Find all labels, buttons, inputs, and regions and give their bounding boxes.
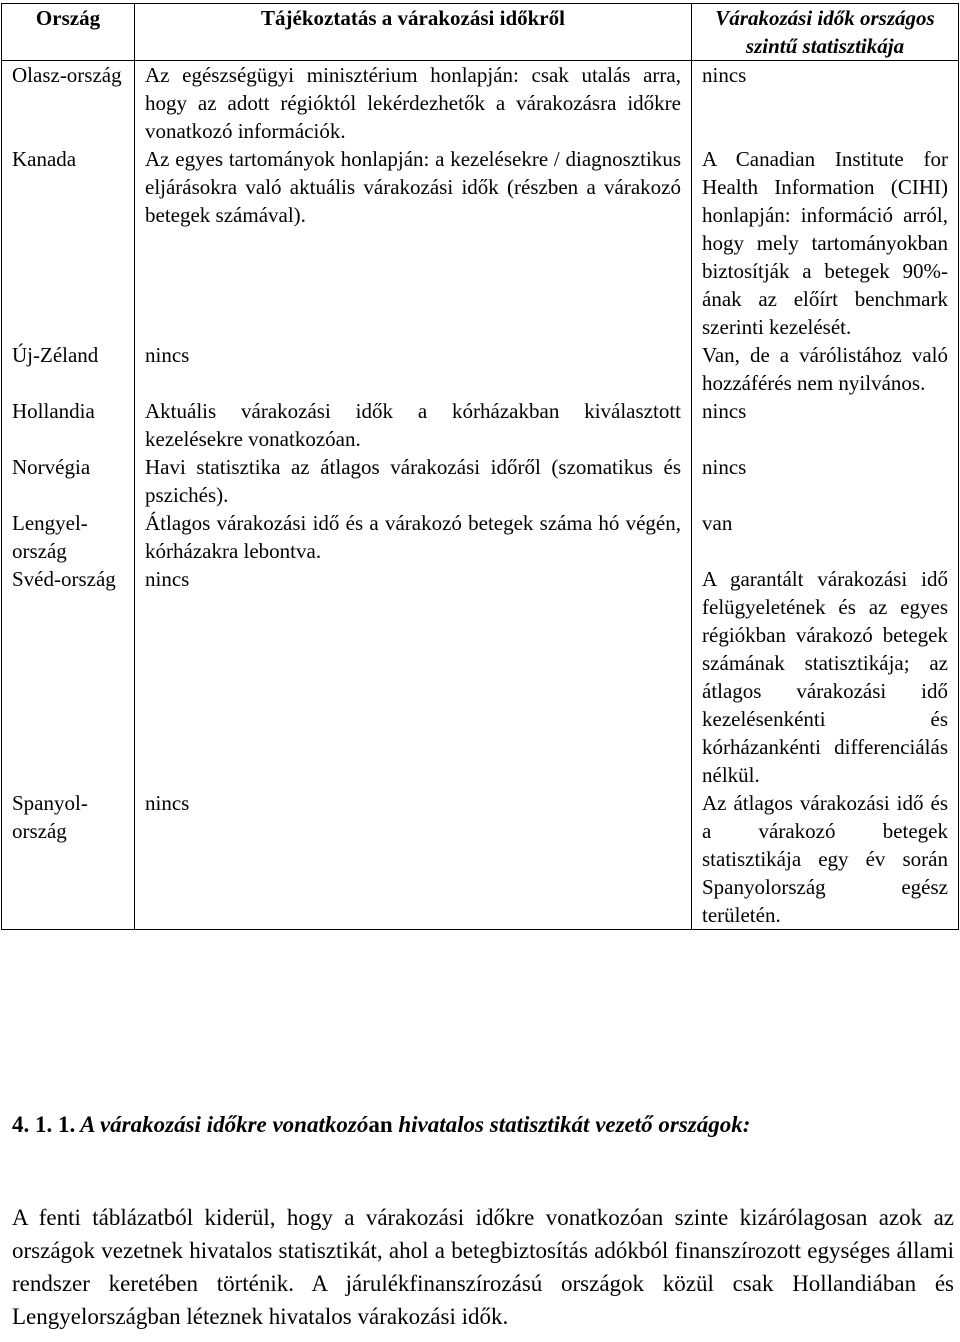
info-cell: Az egyes tartományok honlapján: a kezelésekre / diagnosztikus eljárásokra való aktuális várakozási idők (részben a várakozó betegek számával). (135, 145, 692, 341)
stats-cell: A Canadian Institute for Health Information (CIHI) honlapján: információ arról, hogy mely tartományokban biztosítják a betegek 90%-ának az előírt benchmark szerinti kezelését. (692, 145, 959, 341)
stats-cell: nincs (692, 61, 959, 146)
info-cell: Az egészségügyi minisztérium honlapján: csak utalás arra, hogy az adott régióktól lekérdezhetők a várakozásra időkre vonatkozó információk. (135, 61, 692, 146)
waiting-times-table (1, 3, 959, 930)
table-row (2, 509, 959, 565)
table-row (2, 453, 959, 509)
info-cell: nincs (135, 341, 692, 397)
info-cell: Aktuális várakozási idők a kórházakban kiválasztott kezelésekre vonatkozóan. (135, 397, 692, 453)
country-cell: Svéd-ország (2, 565, 135, 789)
table-row (2, 341, 959, 397)
info-cell: nincs (135, 565, 692, 789)
section-heading (12, 1109, 952, 1141)
header-stats: Várakozási idők országos szintű statisztikája (692, 4, 959, 61)
country-cell: Hollandia (2, 397, 135, 453)
table-row (2, 565, 959, 789)
section-title-part2: an (368, 1112, 393, 1137)
table-row (2, 145, 959, 341)
info-cell: nincs (135, 789, 692, 930)
section-number: 4. 1. 1. (12, 1112, 76, 1137)
country-cell: Kanada (2, 145, 135, 341)
section-title-part1: A várakozási időkre vonatkozó (80, 1112, 369, 1137)
stats-cell: nincs (692, 453, 959, 509)
header-country: Ország (2, 4, 135, 61)
table-row (2, 789, 959, 930)
info-cell: Havi statisztika az átlagos várakozási időről (szomatikus és pszichés). (135, 453, 692, 509)
country-cell: Új-Zéland (2, 341, 135, 397)
info-cell: Átlagos várakozási idő és a várakozó betegek száma hó végén, kórházakra lebontva. (135, 509, 692, 565)
table-header-row (2, 4, 959, 61)
stats-cell: Az átlagos várakozási idő és a várakozó betegek statisztikája egy év során Spanyolország egész területén. (692, 789, 959, 930)
table-row (2, 397, 959, 453)
country-cell: Olasz-ország (2, 61, 135, 146)
country-cell: Lengyel-ország (2, 509, 135, 565)
table-row (2, 61, 959, 146)
header-info: Tájékoztatás a várakozási időkről (135, 4, 692, 61)
stats-cell: A garantált várakozási idő felügyeletének és az egyes régiókban várakozó betegek számának statisztikája; az átlagos várakozási idő kezelésenkénti és kórházankénti differenciálás nélkül. (692, 565, 959, 789)
stats-cell: van (692, 509, 959, 565)
stats-cell: nincs (692, 397, 959, 453)
section-title-part3: hivatalos statisztikát vezető országok: (398, 1112, 751, 1137)
country-cell: Spanyol-ország (2, 789, 135, 930)
country-cell: Norvégia (2, 453, 135, 509)
stats-cell: Van, de a várólistához való hozzáférés nem nyilvános. (692, 341, 959, 397)
body-paragraph: A fenti táblázatból kiderül, hogy a várakozási időkre vonatkozóan szinte kizárólagosan azok az országok vezetnek hivatalos statisztikát, ahol a betegbiztosítás adókból finanszírozott egységes állami rendszer keretében történik. A járulékfinanszírozású országok közül csak Hollandiában és Lengyelországban léteznek hivatalos várakozási idők. (12, 1205, 954, 1329)
